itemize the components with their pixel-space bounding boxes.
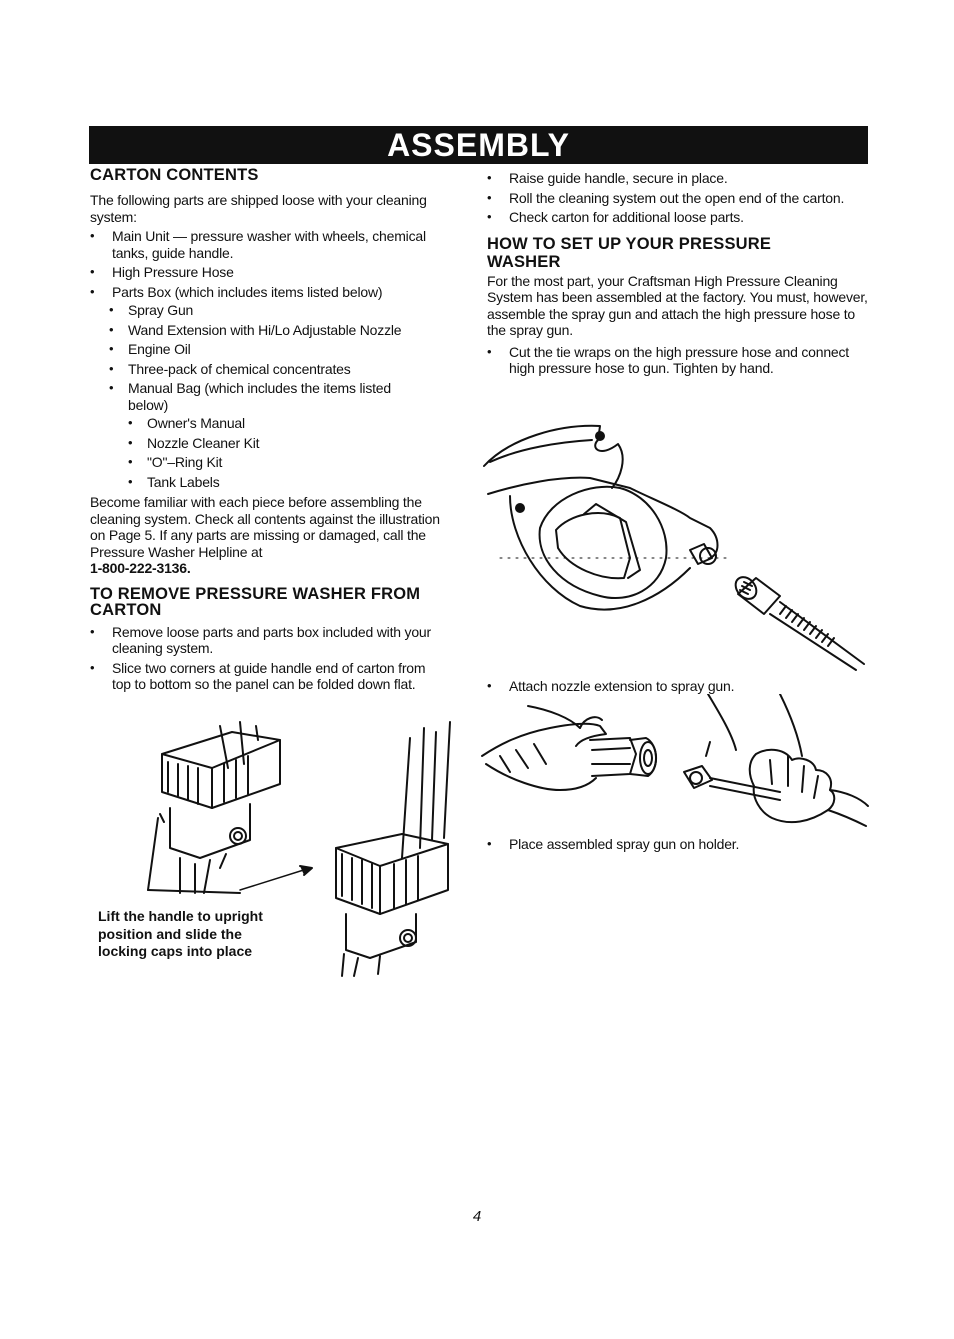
nozzle-extension-illustration	[480, 694, 870, 840]
section-banner	[89, 126, 868, 164]
list-item: • Engine Oil	[109, 341, 460, 358]
setup-step-3-list	[487, 836, 867, 853]
list-item: • Main Unit — pressure washer with wheels, chemical tanks, guide handle.	[90, 228, 460, 261]
list-item: • Tank Labels	[128, 474, 428, 491]
familiar-paragraph	[90, 494, 445, 577]
remove-list	[90, 624, 445, 693]
carton-contents-list	[90, 228, 460, 490]
list-item: • Raise guide handle, secure in place.	[487, 170, 877, 187]
carton-contents-heading: CARTON CONTENTS	[90, 166, 259, 184]
list-item-label: Manual Bag (which includes the items listed below)	[128, 380, 391, 413]
carton-contents-intro: The following parts are shipped loose with your cleaning system:	[90, 192, 427, 225]
list-item: • Cut the tie wraps on the high pressure hose and connect high pressure hose to gun. Tighten by hand.	[487, 344, 877, 377]
list-item: • Three-pack of chemical concentrates	[109, 361, 460, 378]
setup-heading: HOW TO SET UP YOUR PRESSURE WASHER	[487, 234, 772, 271]
handle-caption: Lift the handle to upright position and slide the locking caps into place	[98, 908, 263, 959]
list-item: • Wand Extension with Hi/Lo Adjustable Nozzle	[109, 322, 460, 339]
left-column	[90, 166, 460, 693]
page-number: 4	[472, 1208, 482, 1225]
setup-step-1-list	[487, 344, 877, 377]
familiar-text: Become familiar with each piece before assembling the cleaning system. Check all contents against the illustration on Page 5. If any parts are missing or damaged, call the Pressure Washer Helpline at	[90, 494, 440, 560]
list-item: • Slice two corners at guide handle end of carton from top to bottom so the panel can be folded down flat.	[90, 660, 442, 693]
spray-gun-hose-illustration	[480, 418, 870, 676]
list-item: • Spray Gun	[109, 302, 460, 319]
manual-bag-list	[128, 415, 428, 490]
list-item: • Nozzle Cleaner Kit	[128, 435, 428, 452]
list-item-label: Parts Box (which includes items listed below)	[112, 283, 383, 300]
list-item: • High Pressure Hose	[90, 264, 460, 281]
list-item: • Owner's Manual	[128, 415, 428, 432]
list-item: • Check carton for additional loose parts.	[487, 209, 877, 226]
list-item	[109, 380, 428, 490]
setup-step-2-list	[487, 678, 867, 695]
unpack-steps-list	[487, 170, 877, 226]
parts-box-list	[128, 302, 460, 490]
list-item: • Attach nozzle extension to spray gun.	[487, 678, 867, 695]
list-item: • Roll the cleaning system out the open end of the carton.	[487, 190, 869, 207]
right-column	[487, 166, 877, 377]
list-item: • Place assembled spray gun on holder.	[487, 836, 867, 853]
list-item: • "O"–Ring Kit	[128, 454, 428, 471]
list-item	[90, 284, 460, 491]
setup-intro: For the most part, your Craftsman High Pressure Cleaning System has been assembled at the factory. You must, however, assemble the spray gun and attach the high pressure hose to the spray gun.	[487, 272, 868, 338]
list-item: • Remove loose parts and parts box included with your cleaning system.	[90, 624, 445, 657]
remove-heading: TO REMOVE PRESSURE WASHER FROM CARTON	[90, 584, 421, 619]
helpline-phone: 1-800-222-3136.	[90, 560, 191, 576]
section-title: ASSEMBLY	[387, 127, 570, 163]
